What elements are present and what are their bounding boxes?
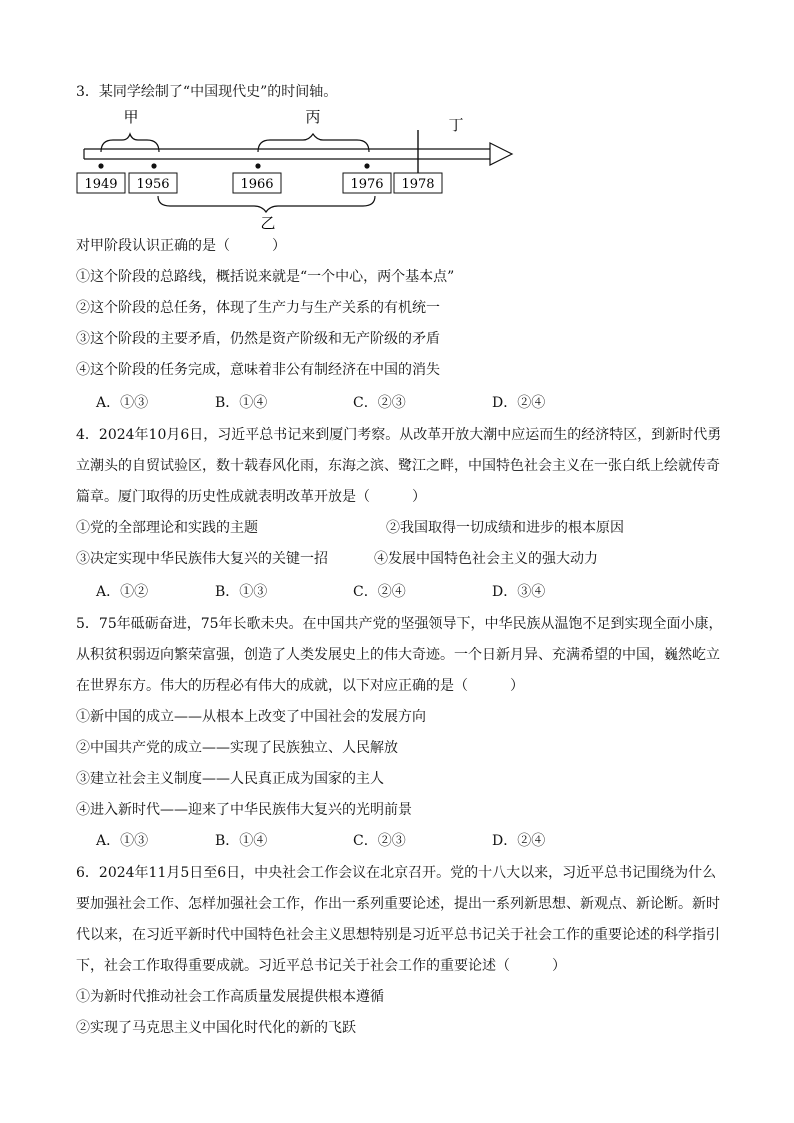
timeline-diagram [70, 100, 530, 235]
label-jia: 甲 [123, 108, 139, 126]
q3-item-2: ②这个阶段的总任务，体现了生产力与生产关系的有机统一 [76, 300, 440, 316]
dot-1966 [255, 163, 260, 168]
q5-item-4: ④进入新时代——迎来了中华民族伟大复兴的光明前景 [76, 802, 412, 818]
label-ding: 丁 [448, 116, 464, 134]
q4-item-1: ①党的全部理论和实践的主题 [76, 520, 258, 536]
q3-item-1: ①这个阶段的总路线，概括说来就是“一个中心，两个基本点” [76, 269, 455, 285]
q4-item-3: ③决定实现中华民族伟大复兴的关键一招 [76, 551, 328, 567]
q4-item-2: ②我国取得一切成绩和进步的根本原因 [386, 520, 624, 536]
q5-line-1: 5．75年砥砺奋进，75年长歌未央。在中国共产党的坚强领导下，中华民族从温饱不足到实现全面小康， [76, 616, 723, 632]
q3-option-d[interactable]: D．②④ [492, 395, 546, 411]
q4-item-4: ④发展中国特色社会主义的强大动力 [374, 551, 598, 567]
year-1966: 1966 [240, 177, 274, 192]
q5-option-a[interactable]: A．①③ [96, 833, 149, 849]
q6-line-1: 6．2024年11月5日至6日，中央社会工作会议在北京召开。党的十八大以来，习近平总书记围绕为什么 [76, 865, 717, 881]
q3-option-a[interactable]: A．①③ [96, 395, 149, 411]
q4-line-1: 4．2024年10月6日，习近平总书记来到厦门考察。从改革开放大潮中应运而生的经济特区，到新时代勇 [76, 427, 722, 443]
q5-option-d[interactable]: D．②④ [492, 833, 546, 849]
year-1976: 1976 [350, 177, 384, 192]
dot-1976 [364, 163, 369, 168]
q4-option-d[interactable]: D．③④ [492, 584, 546, 600]
q3-item-4: ④这个阶段的任务完成，意味着非公有制经济在中国的消失 [76, 362, 440, 378]
q4-option-b[interactable]: B．①③ [215, 584, 268, 600]
q5-line-3: 在世界东方。伟大的历程必有伟大的成就，以下对应正确的是（ ） [76, 678, 524, 694]
q4-line-2: 立潮头的自贸试验区，数十载春风化雨，东海之滨、鹭江之畔，中国特色社会主义在一张白纸上绘就传奇 [76, 458, 720, 474]
dot-1949 [98, 163, 103, 168]
q3-question: 对甲阶段认识正确的是（ ） [76, 238, 286, 254]
label-bing: 丙 [305, 108, 321, 126]
q4-option-c[interactable]: C．②④ [353, 584, 406, 600]
q6-line-3: 代以来，在习近平新时代中国特色社会主义思想特别是习近平总书记关于社会工作的重要论述的科学指引 [76, 927, 720, 943]
dot-1956 [151, 163, 156, 168]
q3-option-c[interactable]: C．②③ [353, 395, 406, 411]
brace-yi [158, 196, 375, 212]
q5-option-c[interactable]: C．②③ [353, 833, 406, 849]
q5-item-2: ②中国共产党的成立——实现了民族独立、人民解放 [76, 740, 398, 756]
q5-item-1: ①新中国的成立——从根本上改变了中国社会的发展方向 [76, 709, 426, 725]
q6-line-4: 下，社会工作取得重要成就。习近平总书记关于社会工作的重要论述（ ） [76, 958, 566, 974]
axis-arrowhead [490, 143, 512, 165]
q5-item-3: ③建立社会主义制度——人民真正成为国家的主人 [76, 771, 384, 787]
q4-option-a[interactable]: A．①② [96, 584, 149, 600]
q3-option-b[interactable]: B．①④ [215, 395, 268, 411]
q6-item-1: ①为新时代推动社会工作高质量发展提供根本遵循 [76, 989, 384, 1005]
year-1956: 1956 [136, 177, 170, 192]
q5-line-2: 从积贫积弱迈向繁荣富强，创造了人类发展史上的伟大奇迹。一个日新月异、充满希望的中国，巍然屹立 [76, 647, 720, 663]
q6-item-2: ②实现了马克思主义中国化时代化的新的飞跃 [76, 1020, 356, 1036]
q4-line-3: 篇章。厦门取得的历史性成就表明改革开放是（ ） [76, 489, 426, 505]
q5-option-b[interactable]: B．①④ [215, 833, 268, 849]
year-1978: 1978 [401, 177, 435, 192]
q6-line-2: 要加强社会工作、怎样加强社会工作，作出一系列重要论述，提出一系列新思想、新观点、新论断。新时 [76, 896, 720, 912]
q3-item-3: ③这个阶段的主要矛盾，仍然是资产阶级和无产阶级的矛盾 [76, 331, 440, 347]
q3-stem: 3．某同学绘制了“中国现代史”的时间轴。 [76, 84, 338, 100]
label-yi: 乙 [260, 214, 276, 232]
year-1949: 1949 [84, 177, 118, 192]
